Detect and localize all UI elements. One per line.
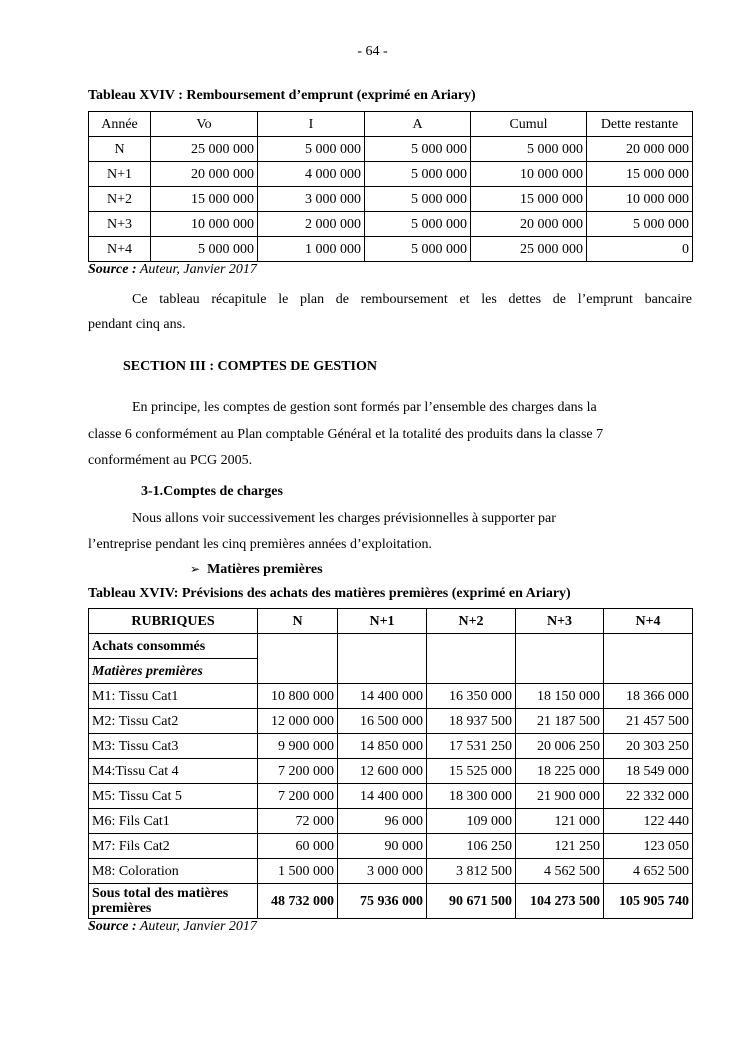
- para2-line3: conformément au PCG 2005.: [88, 453, 253, 468]
- table-cell: 18 366 000: [604, 684, 693, 709]
- table-row: [89, 809, 693, 834]
- column-header: Vo: [151, 112, 258, 137]
- column-header: N+2: [427, 609, 516, 634]
- section-title: SECTION III : COMPTES DE GESTION: [123, 359, 378, 374]
- raw-materials-table: [88, 608, 693, 919]
- table-cell: 122 440: [604, 809, 693, 834]
- column-header: N: [258, 609, 338, 634]
- table-cell: 5 000 000: [365, 212, 471, 237]
- table-cell: 22 332 000: [604, 784, 693, 809]
- group-row: [89, 634, 693, 659]
- table-cell: N: [89, 137, 151, 162]
- table-cell: 5 000 000: [365, 137, 471, 162]
- table-cell: 20 303 250: [604, 734, 693, 759]
- table-cell: 121 250: [516, 834, 604, 859]
- table-cell: Sous total des matières premières: [89, 884, 258, 919]
- table-cell: 21 187 500: [516, 709, 604, 734]
- table-cell: 20 000 000: [587, 137, 693, 162]
- table-cell: N+3: [89, 212, 151, 237]
- column-header: RUBRIQUES: [89, 609, 258, 634]
- table-cell: 21 900 000: [516, 784, 604, 809]
- para3-line1: Nous allons voir successivement les charges prévisionnelles à supporter par: [132, 511, 556, 526]
- table-cell: 109 000: [427, 809, 516, 834]
- column-header: Cumul: [471, 112, 587, 137]
- table-cell: 10 000 000: [587, 187, 693, 212]
- table-cell: 121 000: [516, 809, 604, 834]
- table-cell: 20 000 000: [151, 162, 258, 187]
- subsection-title: 3-1.Comptes de charges: [141, 484, 283, 499]
- table-cell: M8: Coloration: [89, 859, 258, 884]
- table-cell: 18 150 000: [516, 684, 604, 709]
- table-row: [89, 684, 693, 709]
- table-cell: M2: Tissu Cat2: [89, 709, 258, 734]
- table-cell: 105 905 740: [604, 884, 693, 919]
- table-cell: M7: Fils Cat2: [89, 834, 258, 859]
- table-cell: 3 812 500: [427, 859, 516, 884]
- table-cell: 90 000: [338, 834, 427, 859]
- table-cell: 1 000 000: [258, 237, 365, 262]
- table-cell: 18 225 000: [516, 759, 604, 784]
- source-text: Auteur, Janvier 2017: [136, 262, 257, 277]
- table-cell: 2 000 000: [258, 212, 365, 237]
- table-cell: 17 531 250: [427, 734, 516, 759]
- empty-cell: [258, 634, 338, 684]
- empty-cell: [427, 634, 516, 684]
- column-header: N+3: [516, 609, 604, 634]
- table-cell: 16 500 000: [338, 709, 427, 734]
- table-cell: 4 652 500: [604, 859, 693, 884]
- table-cell: 4 562 500: [516, 859, 604, 884]
- table-cell: 21 457 500: [604, 709, 693, 734]
- table-cell: N+1: [89, 162, 151, 187]
- empty-cell: [516, 634, 604, 684]
- table-cell: M3: Tissu Cat3: [89, 734, 258, 759]
- table-row: [89, 212, 693, 237]
- table-cell: M4:Tissu Cat 4: [89, 759, 258, 784]
- table-row: [89, 709, 693, 734]
- table1-title: Tableau XVIV : Remboursement d’emprunt (exprimé en Ariary): [88, 88, 476, 103]
- table-cell: M1: Tissu Cat1: [89, 684, 258, 709]
- table-cell: 10 000 000: [151, 212, 258, 237]
- table-cell: 123 050: [604, 834, 693, 859]
- table-cell: 15 000 000: [587, 162, 693, 187]
- column-header: Dette restante: [587, 112, 693, 137]
- para3-line2: l’entreprise pendant les cinq premières années d’exploitation.: [88, 537, 433, 552]
- table-cell: 18 937 500: [427, 709, 516, 734]
- table2-source: [88, 919, 692, 935]
- table-cell: 1 500 000: [258, 859, 338, 884]
- table-cell: 96 000: [338, 809, 427, 834]
- table-cell: 106 250: [427, 834, 516, 859]
- repayment-table: [88, 111, 693, 262]
- table-row: [89, 834, 693, 859]
- table-cell: 5 000 000: [471, 137, 587, 162]
- table-row: [89, 187, 693, 212]
- table-row: [89, 734, 693, 759]
- table-cell: 20 000 000: [471, 212, 587, 237]
- column-header: N+1: [338, 609, 427, 634]
- table-cell: 5 000 000: [365, 237, 471, 262]
- subtotal-row: [89, 884, 693, 919]
- table-row: [89, 784, 693, 809]
- table-cell: 75 936 000: [338, 884, 427, 919]
- para2-line1: En principe, les comptes de gestion sont formés par l’ensemble des charges dans la: [132, 400, 597, 415]
- table-row: [89, 162, 693, 187]
- table-cell: 5 000 000: [587, 212, 693, 237]
- table-cell: 12 600 000: [338, 759, 427, 784]
- table-cell: 15 000 000: [151, 187, 258, 212]
- source-label: Source :: [88, 919, 137, 934]
- table-cell: N+4: [89, 237, 151, 262]
- table-row: [89, 137, 693, 162]
- table-cell: 3 000 000: [338, 859, 427, 884]
- empty-cell: [338, 634, 427, 684]
- column-header: I: [258, 112, 365, 137]
- table-cell: 5 000 000: [365, 162, 471, 187]
- table-cell: 10 800 000: [258, 684, 338, 709]
- table-row: [89, 237, 693, 262]
- table-cell: M6: Fils Cat1: [89, 809, 258, 834]
- para2-line2: classe 6 conformément au Plan comptable Général et la totalité des produits dans la classe 7: [88, 427, 604, 442]
- table-cell: 10 000 000: [471, 162, 587, 187]
- table-cell: 48 732 000: [258, 884, 338, 919]
- table-cell: 18 549 000: [604, 759, 693, 784]
- para1-line1: Ce tableau récapitule le plan de remboursement et les dettes de l’emprunt bancaire: [132, 292, 692, 307]
- table-header-row: [89, 609, 693, 634]
- table-cell: 20 006 250: [516, 734, 604, 759]
- table-row: [89, 759, 693, 784]
- table-cell: 4 000 000: [258, 162, 365, 187]
- table-cell: 5 000 000: [365, 187, 471, 212]
- source-label: Source :: [88, 262, 137, 277]
- table-header-row: [89, 112, 693, 137]
- table-cell: 14 400 000: [338, 784, 427, 809]
- table-cell: 104 273 500: [516, 884, 604, 919]
- table2-block: [88, 608, 692, 935]
- table-cell: 25 000 000: [471, 237, 587, 262]
- page-number: - 64 -: [357, 44, 388, 59]
- table-cell: 16 350 000: [427, 684, 516, 709]
- table-cell: 12 000 000: [258, 709, 338, 734]
- table-cell: N+2: [89, 187, 151, 212]
- table1-source: [88, 262, 692, 278]
- source-text: Auteur, Janvier 2017: [136, 919, 257, 934]
- bullet-item: [190, 562, 323, 578]
- table-cell: 3 000 000: [258, 187, 365, 212]
- table-cell: 90 671 500: [427, 884, 516, 919]
- empty-cell: [604, 634, 693, 684]
- column-header: A: [365, 112, 471, 137]
- para1-line2: pendant cinq ans.: [88, 317, 186, 332]
- table-cell: 25 000 000: [151, 137, 258, 162]
- table-cell: M5: Tissu Cat 5: [89, 784, 258, 809]
- table-cell: 7 200 000: [258, 784, 338, 809]
- table1-block: [88, 111, 692, 278]
- bullet-label: Matières premières: [207, 562, 323, 577]
- group-label: Achats consommés: [89, 634, 258, 659]
- table-cell: 7 200 000: [258, 759, 338, 784]
- table-cell: 14 850 000: [338, 734, 427, 759]
- table-cell: 14 400 000: [338, 684, 427, 709]
- table2-title: Tableau XVIV: Prévisions des achats des matières premières (exprimé en Ariary): [88, 586, 571, 601]
- table-cell: 5 000 000: [258, 137, 365, 162]
- table-cell: 15 525 000: [427, 759, 516, 784]
- table-cell: 72 000: [258, 809, 338, 834]
- column-header: N+4: [604, 609, 693, 634]
- table-cell: 15 000 000: [471, 187, 587, 212]
- arrowhead-bullet-icon: ➢: [190, 562, 201, 576]
- table-cell: 18 300 000: [427, 784, 516, 809]
- table-cell: 9 900 000: [258, 734, 338, 759]
- table-cell: 0: [587, 237, 693, 262]
- table-cell: 5 000 000: [151, 237, 258, 262]
- column-header: Année: [89, 112, 151, 137]
- table-cell: 60 000: [258, 834, 338, 859]
- subgroup-label: Matières premières: [89, 659, 258, 684]
- table-row: [89, 859, 693, 884]
